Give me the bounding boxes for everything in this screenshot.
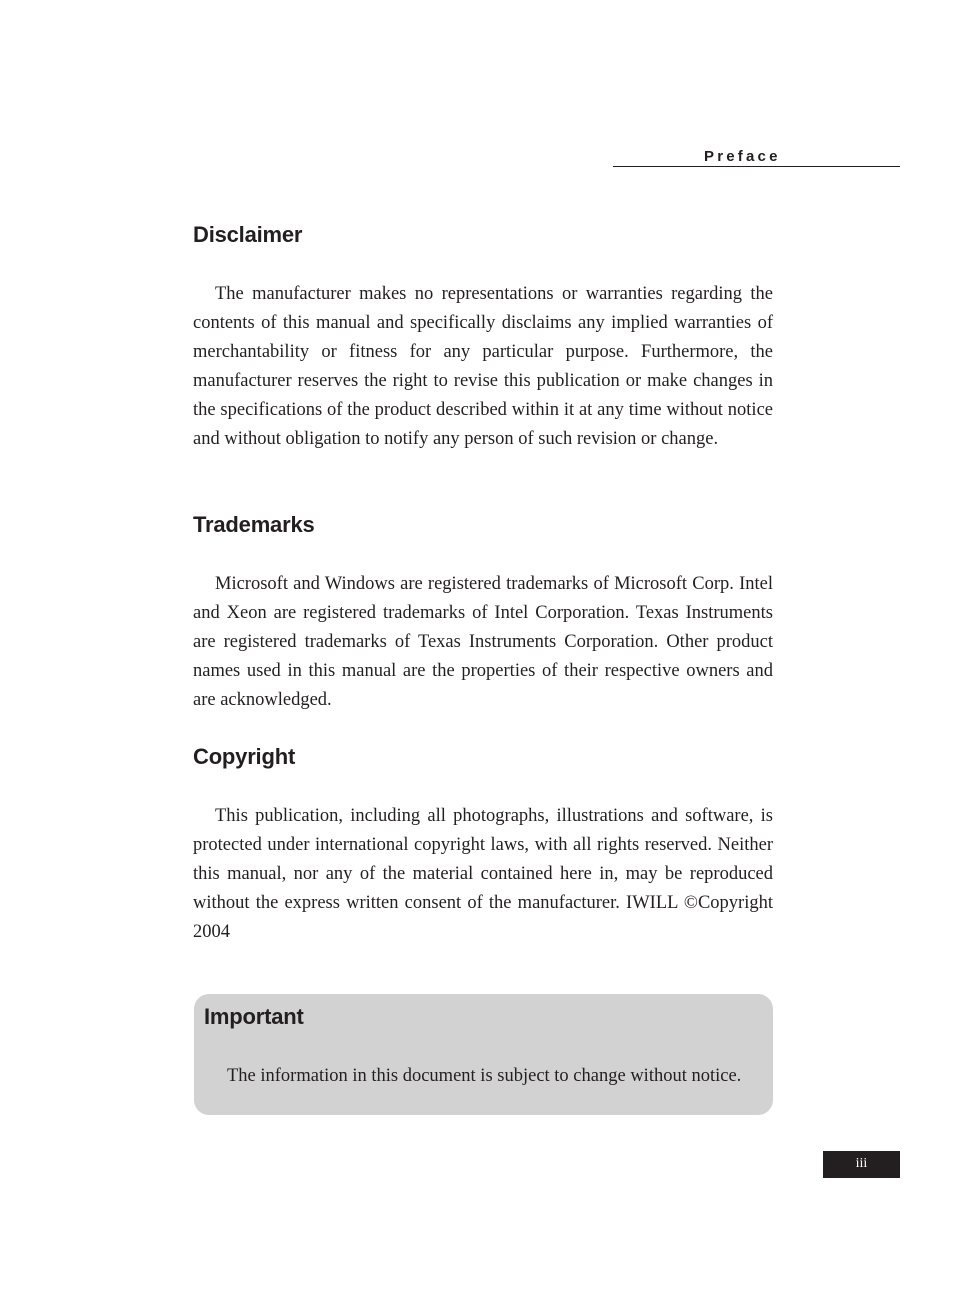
- running-header-title: Preface: [704, 148, 781, 165]
- trademarks-heading: Trademarks: [193, 512, 315, 537]
- important-notice-box: [194, 994, 773, 1115]
- disclaimer-heading: Disclaimer: [193, 222, 303, 247]
- important-text: The information in this document is subject to change without notice.: [227, 1066, 742, 1086]
- copyright-heading: Copyright: [193, 744, 296, 769]
- page-number: iii: [823, 1151, 900, 1178]
- copyright-paragraph: This publication, including all photographs, illustrations and software, is protected under international copyright laws, with all rights reserved. Neither this manual, nor any of the material contained here in, may be reproduced without the express written consent of the manufacturer. IWILL ©Copyright 2004: [193, 806, 773, 942]
- important-title: Important: [204, 1004, 304, 1029]
- running-header: [613, 146, 900, 167]
- disclaimer-paragraph: The manufacturer makes no representations or warranties regarding the contents of this manual and specifically disclaims any implied warranties of merchantability or fitness for any particular purpose. Furthermore, the manufacturer reserves the right to revise this publication or make changes in the specifications of the product described within it at any time without notice and without obligation to notify any person of such revision or change.: [193, 284, 773, 449]
- trademarks-paragraph: Microsoft and Windows are registered trademarks of Microsoft Corp. Intel and Xeon are registered trademarks of Intel Corporation. Texas Instruments are registered trademarks of Texas Instruments Corporation. Other product names used in this manual are the properties of their respective owners and are acknowledged.: [193, 574, 773, 710]
